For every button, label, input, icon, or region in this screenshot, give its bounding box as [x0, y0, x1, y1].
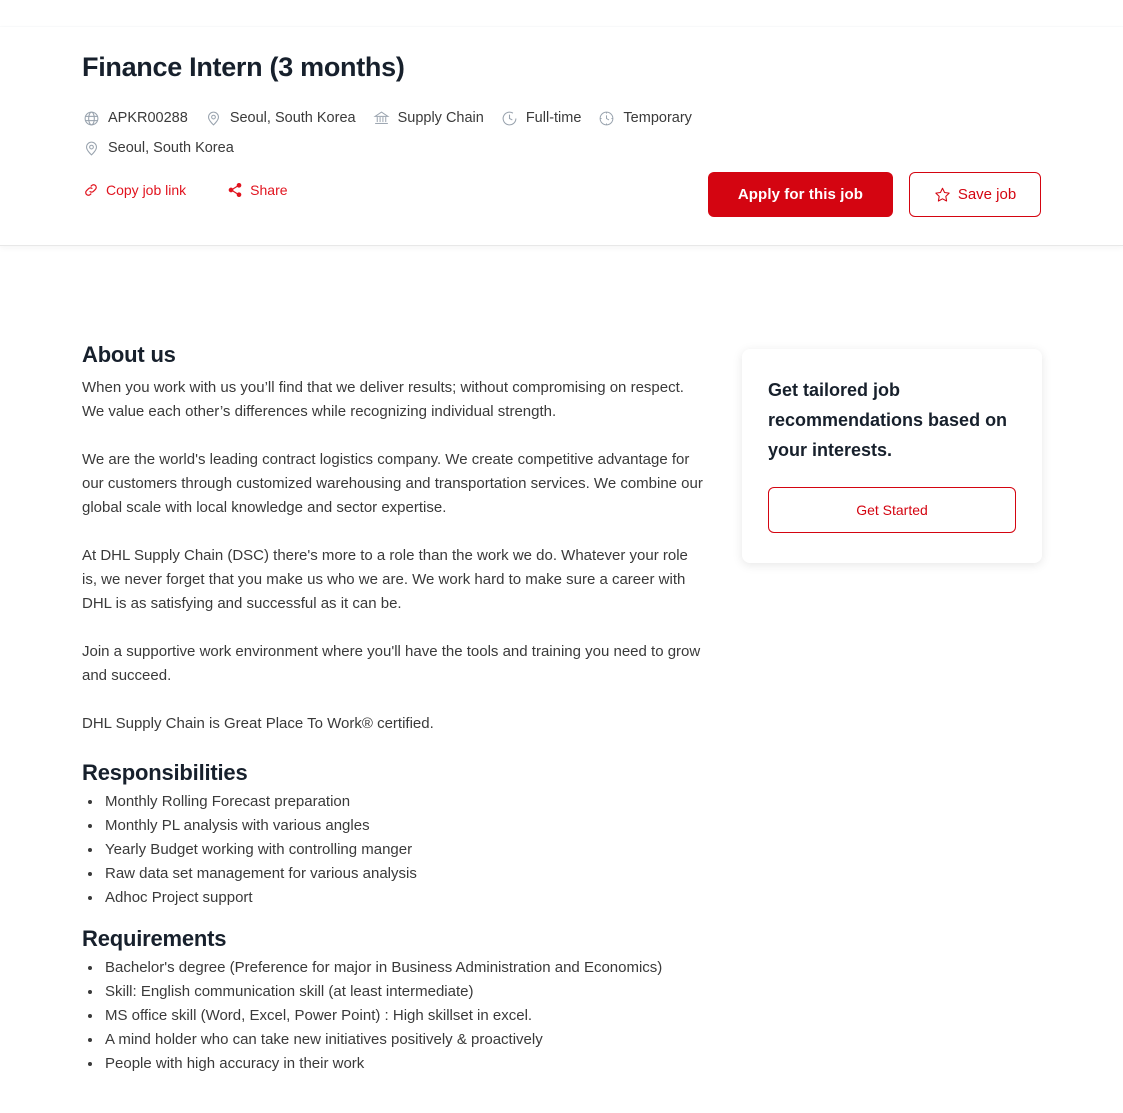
meta-label-contract-type: Temporary	[623, 110, 692, 127]
list-item: • Bachelor's degree (Preference for major in Business Administration and Economics)	[103, 956, 704, 980]
job-description-column	[82, 342, 704, 1092]
meta-item-contract-type	[597, 105, 692, 131]
job-header	[0, 27, 1123, 246]
about-us-heading: About us	[82, 342, 176, 368]
page-top-strip	[0, 0, 1123, 27]
share-icon	[226, 181, 243, 198]
map-pin-icon	[82, 139, 101, 158]
list-item: • Monthly Rolling Forecast preparation	[103, 790, 704, 814]
meta-label-job-id: APKR00288	[108, 110, 188, 127]
page-title: Finance Intern (3 months)	[82, 52, 405, 82]
about-paragraph: Join a supportive work environment where you'll have the tools and training you need to grow and succeed.	[82, 643, 701, 685]
meta-item-location	[204, 105, 356, 131]
responsibilities-heading: Responsibilities	[82, 760, 248, 786]
clock-icon	[500, 109, 519, 128]
meta-label-employment-type: Full-time	[525, 110, 582, 127]
list-item: • MS office skill (Word, Excel, Power Point) : High skillset in excel.	[103, 1004, 704, 1028]
responsibilities-list	[82, 790, 704, 910]
globe-icon	[82, 109, 101, 128]
requirements-list	[82, 956, 704, 1076]
copy-job-link-label: Copy job link	[106, 181, 187, 198]
star-icon	[934, 186, 951, 203]
meta-item-department	[372, 105, 484, 131]
meta-item-location-secondary	[82, 135, 234, 161]
meta-item-employment-type	[500, 105, 582, 131]
promo-title: Get tailored job recommendations based on your interests.	[768, 380, 1008, 461]
list-item: • A mind holder who can take new initiatives positively & proactively	[103, 1028, 704, 1052]
save-job-button[interactable]	[909, 172, 1041, 217]
about-paragraph: DHL Supply Chain is Great Place To Work® certified.	[82, 715, 434, 733]
job-recommendations-card	[742, 349, 1042, 563]
sidebar-column	[742, 342, 1042, 563]
link-chain-icon	[82, 181, 99, 198]
list-item: • People with high accuracy in their work	[103, 1052, 704, 1076]
list-item: • Yearly Budget working with controlling manger	[103, 838, 704, 862]
get-started-button[interactable]: Get Started	[768, 487, 1016, 533]
clock-ticks-icon	[597, 109, 616, 128]
building-icon	[372, 109, 391, 128]
about-paragraph: At DHL Supply Chain (DSC) there's more to a role than the work we do. Whatever your role is, we never forget that you make us who we are. We work hard to make sure a career with DHL is as satisfying and successful as it can be.	[82, 547, 688, 613]
share-label: Share	[250, 181, 288, 198]
copy-job-link-button[interactable]	[82, 181, 186, 198]
apply-button[interactable]: Apply for this job	[708, 172, 893, 217]
about-paragraph: We are the world's leading contract logistics company. We create competitive advantage for our customers through customized warehousing and transportation services. We combine our global scale with local knowledge and sector expertise.	[82, 451, 703, 517]
meta-label-location-secondary: Seoul, South Korea	[108, 140, 234, 157]
meta-item-job-id	[82, 105, 188, 131]
requirements-heading: Requirements	[82, 926, 227, 952]
list-item: • Adhoc Project support	[103, 886, 704, 910]
job-meta-row	[82, 105, 742, 161]
list-item: • Monthly PL analysis with various angles	[103, 814, 704, 838]
map-pin-icon	[204, 109, 223, 128]
list-item: • Raw data set management for various analysis	[103, 862, 704, 886]
meta-label-location: Seoul, South Korea	[229, 110, 356, 127]
meta-label-department: Supply Chain	[397, 110, 484, 127]
save-job-label: Save job	[957, 186, 1017, 204]
about-paragraph: When you work with us you’ll find that we deliver results; without compromising on respect. We value each other’s differences while recognizing individual strength.	[82, 379, 684, 421]
list-item: • Skill: English communication skill (at least intermediate)	[103, 980, 704, 1004]
share-button[interactable]	[226, 181, 287, 198]
job-content	[0, 246, 1123, 1092]
